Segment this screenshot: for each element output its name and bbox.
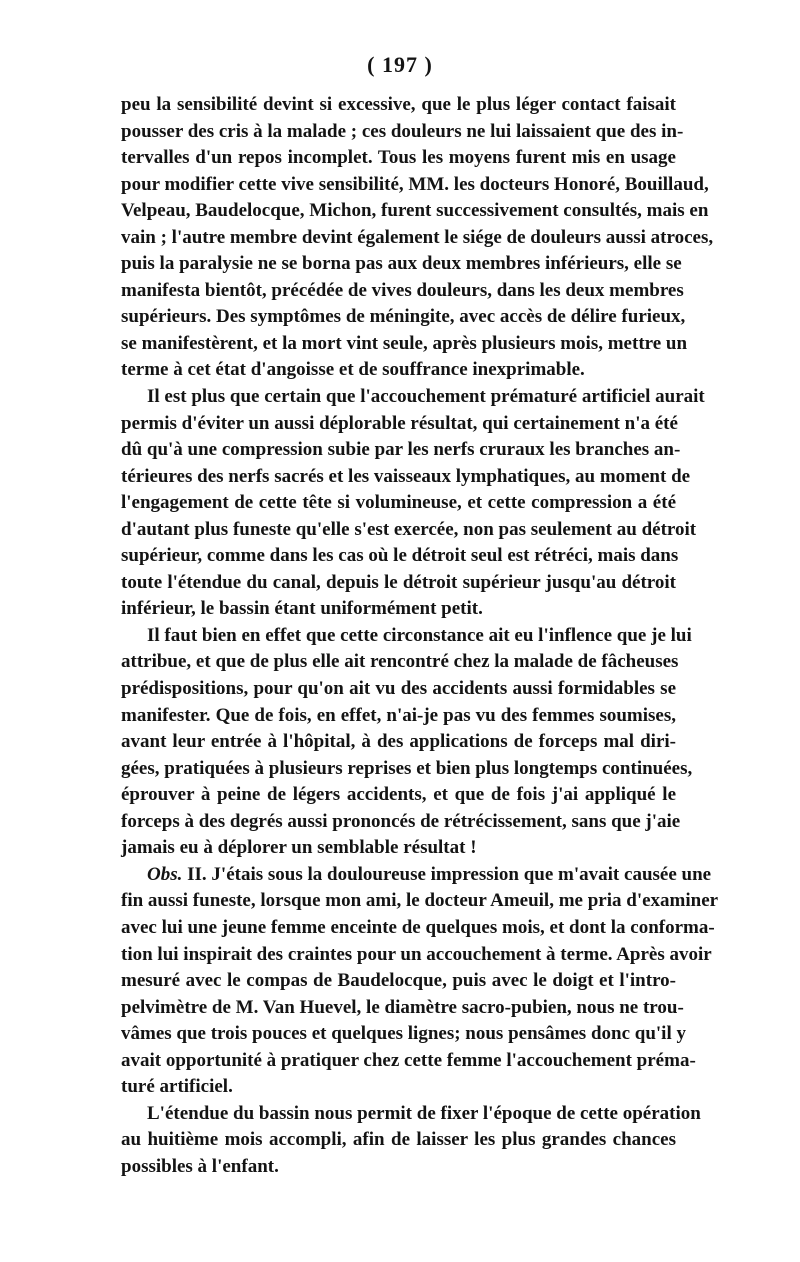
text-line: éprouver à peine de légers accidents, et que de fois j'ai appliqué le	[121, 784, 676, 806]
text-line: forceps à des degrés aussi prononcés de rétrécissement, sans que j'aie	[121, 810, 681, 832]
paragraph	[121, 384, 705, 623]
text-line: pousser des cris à la malade ; ces douleurs ne lui laissaient que des in-	[121, 120, 684, 142]
text-line: au huitième mois accompli, afin de laisser les plus grandes chances	[121, 1129, 676, 1151]
text-line: se manifestèrent, et la mort vint seule, après plusieurs mois, mettre un	[121, 332, 688, 354]
paragraph	[121, 1101, 701, 1181]
text-line: Velpeau, Baudelocque, Michon, furent successivement consultés, mais en	[121, 200, 709, 222]
page-number: ( 197 )	[367, 52, 433, 77]
text-line: permis d'éviter un aussi déplorable résultat, qui certainement n'a été	[121, 412, 678, 434]
text-line: l'engagement de cette tête si volumineuse, et cette compression a été	[121, 492, 676, 514]
text-line: toute l'étendue du canal, depuis le détroit supérieur jusqu'au détroit	[121, 571, 676, 593]
text-line: gées, pratiquées à plusieurs reprises et bien plus longtemps continuées,	[121, 757, 693, 779]
text-line: L'étendue du bassin nous permit de fixer l'époque de cette opération	[147, 1102, 701, 1124]
observation-first-line: II. J'étais sous la douloureuse impression que m'avait causée une	[182, 863, 712, 885]
text-line: pour modifier cette vive sensibilité, MM. les docteurs Honoré, Bouillaud,	[121, 173, 709, 195]
text-line: supérieurs. Des symptômes de méningite, avec accès de délire furieux,	[121, 306, 686, 328]
paragraph	[121, 623, 693, 862]
text-line: dû qu'à une compression subie par les nerfs cruraux les branches an-	[121, 439, 681, 461]
text-line: mesuré avec le compas de Baudelocque, puis avec le doigt et l'intro-	[121, 970, 676, 992]
text-line: turé artificiel.	[121, 1076, 233, 1098]
text-line: fin aussi funeste, lorsque mon ami, le docteur Ameuil, me pria d'examiner	[121, 890, 719, 912]
text-line: manifester. Que de fois, en effet, n'ai-je pas vu des femmes soumises,	[121, 704, 676, 726]
text-line: jamais eu à déplorer un semblable résultat !	[121, 837, 477, 859]
text-line: pelvimètre de M. Van Huevel, le diamètre sacro-pubien, nous ne trou-	[121, 996, 684, 1018]
paragraph	[121, 92, 714, 384]
text-line: tion lui inspirait des craintes pour un accouchement à terme. Après avoir	[121, 943, 712, 965]
body-text	[121, 92, 719, 1180]
observation-paragraph	[121, 862, 719, 1101]
text-line: attribue, et que de plus elle ait rencontré chez la malade de fâcheuses	[121, 651, 679, 673]
text-line: avec lui une jeune femme enceinte de quelques mois, et dont la conforma-	[121, 916, 715, 938]
text-line: tervalles d'un repos incomplet. Tous les moyens furent mis en usage	[121, 147, 676, 169]
text-line: inférieur, le bassin étant uniformément petit.	[121, 598, 483, 620]
text-line: avant leur entrée à l'hôpital, à des applications de forceps mal diri-	[121, 731, 676, 753]
text-line: terme à cet état d'angoisse et de souffrance inexprimable.	[121, 359, 585, 381]
text-line: vain ; l'autre membre devint également le siége de douleurs aussi atroces,	[121, 226, 714, 248]
text-line: prédispositions, pour qu'on ait vu des accidents aussi formidables se	[121, 678, 676, 700]
text-line: térieures des nerfs sacrés et les vaisseaux lymphatiques, au moment de	[121, 465, 691, 487]
observation-label: Obs.	[147, 863, 183, 885]
text-line: Il est plus que certain que l'accouchement prématuré artificiel aurait	[147, 386, 705, 408]
text-line: supérieur, comme dans les cas où le détroit seul est rétréci, mais dans	[121, 545, 679, 567]
text-line: avait opportunité à pratiquer chez cette femme l'accouchement préma-	[121, 1049, 696, 1071]
text-line: d'autant plus funeste qu'elle s'est exercée, non pas seulement au détroit	[121, 518, 697, 540]
text-line: peu la sensibilité devint si excessive, que le plus léger contact faisait	[121, 94, 676, 115]
text-line	[121, 862, 712, 889]
text-line: possibles à l'enfant.	[121, 1155, 279, 1177]
text-line: puis la paralysie ne se borna pas aux deux membres inférieurs, elle se	[121, 253, 682, 275]
text-line: manifesta bientôt, précédée de vives douleurs, dans les deux membres	[121, 279, 684, 301]
text-line: Il faut bien en effet que cette circonstance ait eu l'inflence que je lui	[147, 624, 692, 646]
text-line: vâmes que trois pouces et quelques lignes; nous pensâmes donc qu'il y	[121, 1023, 686, 1045]
